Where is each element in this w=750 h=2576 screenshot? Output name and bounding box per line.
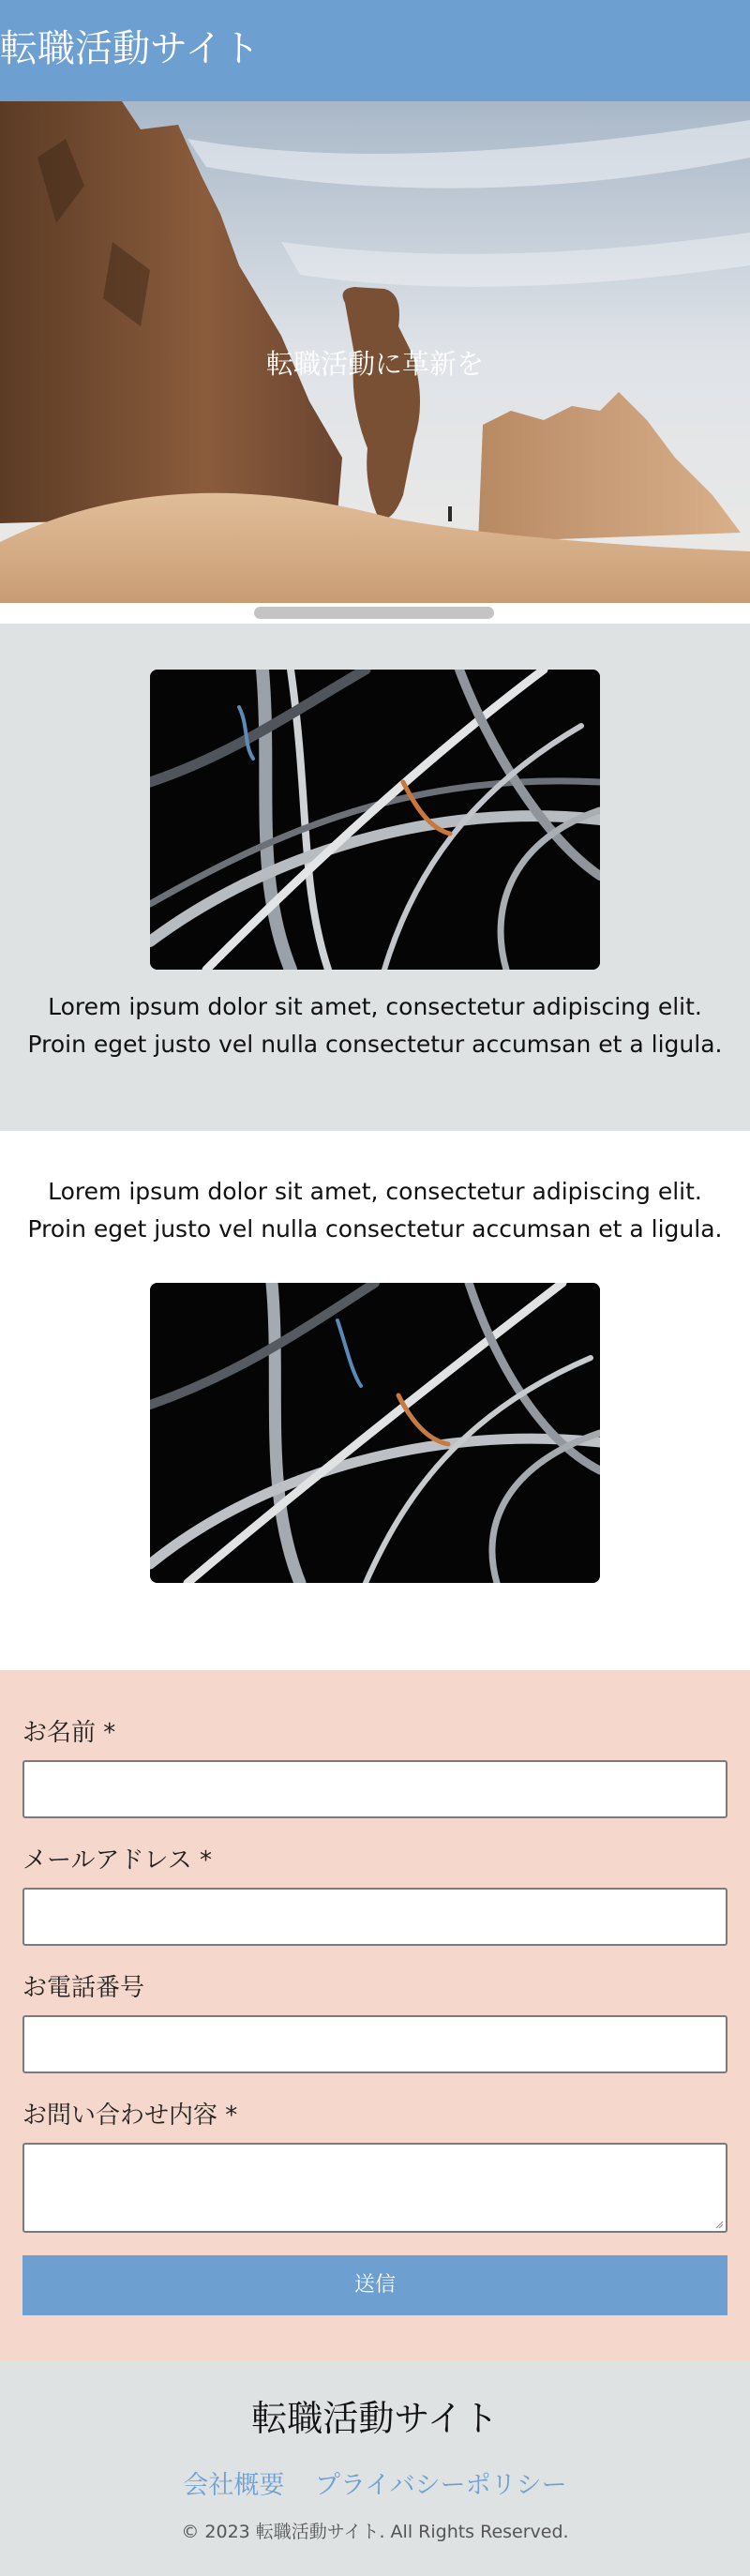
site-title[interactable]: 転職活動サイト bbox=[0, 27, 261, 70]
footer-title: 転職活動サイト bbox=[251, 2398, 499, 2439]
scrollbar-thumb[interactable] bbox=[254, 607, 494, 619]
copyright-text: © 2023 転職活動サイト. All Rights Reserved. bbox=[181, 2522, 569, 2542]
section-2-text: Lorem ipsum dolor sit amet, consectetur adipiscing elit. Proin eget justo vel nulla consectetur accumsan et a ligula. bbox=[27, 1178, 723, 1243]
hero-caption: 転職活動に革新を bbox=[265, 348, 484, 380]
name-field[interactable] bbox=[22, 1760, 728, 1818]
hero-banner bbox=[0, 101, 750, 603]
email-label: メールアドレス * bbox=[22, 1846, 212, 1875]
section-1-text: Lorem ipsum dolor sit amet, consectetur adipiscing elit. Proin eget justo vel nulla consectetur accumsan et a ligula. bbox=[27, 993, 723, 1058]
site-footer bbox=[0, 2361, 750, 2576]
phone-label: お電話番号 bbox=[22, 1974, 145, 2002]
footer-nav bbox=[0, 2464, 750, 2501]
site-header bbox=[0, 0, 750, 101]
name-label: お名前 * bbox=[22, 1719, 116, 1747]
phone-field[interactable] bbox=[22, 2015, 728, 2073]
email-field[interactable] bbox=[22, 1888, 728, 1946]
resize-grip-icon[interactable] bbox=[714, 2220, 724, 2229]
feature-section-2 bbox=[0, 1131, 750, 1670]
submit-button[interactable]: 送信 bbox=[22, 2255, 728, 2315]
message-field[interactable] bbox=[22, 2143, 728, 2233]
message-label: お問い合わせ内容 * bbox=[22, 2101, 238, 2130]
footer-link-company[interactable]: 会社概要 bbox=[183, 2471, 285, 2500]
footer-link-privacy[interactable]: プライバシーポリシー bbox=[314, 2471, 567, 2500]
feature-section-1 bbox=[0, 624, 750, 1131]
abstract-image-2 bbox=[150, 1283, 600, 1583]
abstract-image-1 bbox=[150, 670, 600, 970]
contact-form bbox=[0, 1670, 750, 2361]
